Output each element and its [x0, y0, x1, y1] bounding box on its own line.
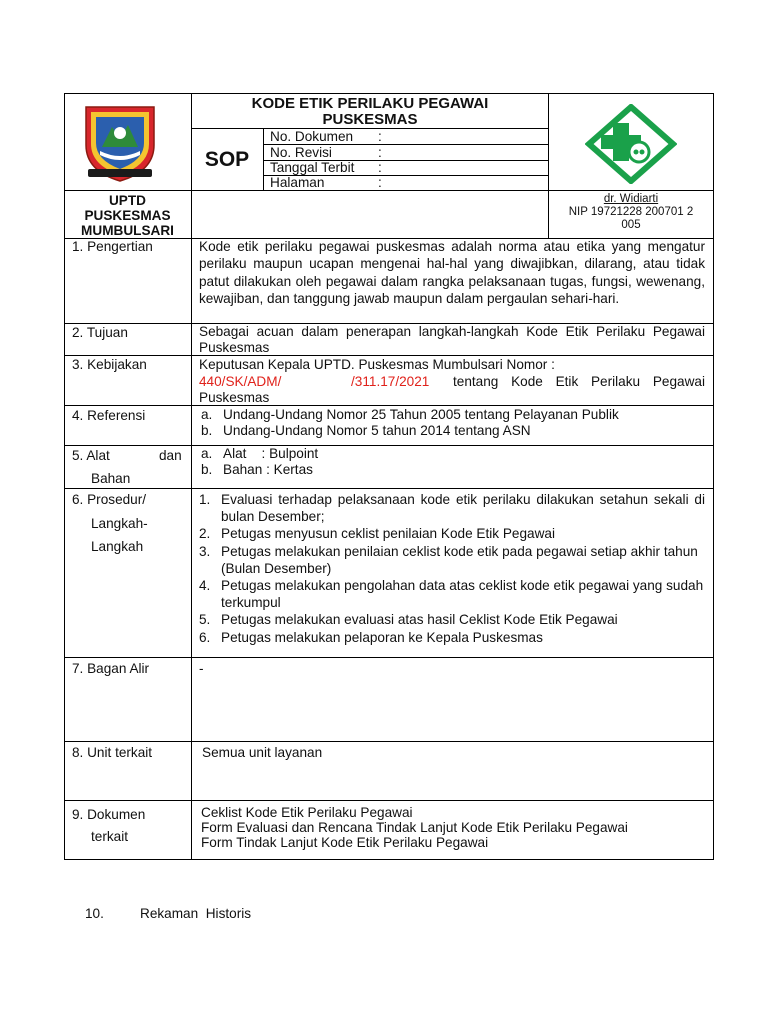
section-kebijakan-label: 3. Kebijakan	[72, 357, 147, 372]
footer-number: 10.	[85, 906, 104, 921]
list-marker: 3.	[199, 543, 211, 559]
referensi-list	[201, 407, 705, 439]
sop-label: SOP	[204, 148, 250, 171]
document-title-line2: PUSKESMAS	[322, 111, 418, 128]
section-alat-label-a: 5. Alat	[72, 448, 110, 463]
section-bagan-text: -	[199, 661, 204, 676]
org-line1: UPTD	[108, 193, 146, 208]
section-pengertian-text: Kode etik perilaku pegawai puskesmas adalah norma atau etika yang mengatur perilaku maupun ucapan mengenai hal-hal yang diwajibkan, dilarang, atau tidak patut dilakukan oleh pegawai dalam rangka pelaksanaan tugas, fungsi, wewenang, kewajiban, dan tanggung jawab maupun dalam pergaulan sehari-hari.	[199, 239, 705, 307]
list-item-text: Petugas melakukan penilaian ceklist kode etik pada pegawai setiap akhir tahun (Bulan Desember)	[221, 543, 698, 576]
section-prosedur-label-c: Langkah	[91, 539, 144, 554]
list-item	[201, 423, 705, 439]
list-marker: 1.	[199, 492, 211, 507]
field-tanggal-terbit-colon: :	[378, 160, 382, 175]
signatory-nip-line2: 005	[621, 219, 641, 231]
kebijakan-sk-number-b: /311.17/2021	[351, 374, 430, 389]
list-item	[199, 525, 705, 542]
list-item	[199, 577, 705, 611]
list-item-text: Undang-Undang Nomor 25 Tahun 2005 tentang Pelayanan Publik	[223, 407, 619, 422]
section-tujuan-text: Sebagai acuan dalam penerapan langkah-langkah Kode Etik Perilaku Pegawai Puskesmas	[199, 324, 705, 355]
section-bagan-label: 7. Bagan Alir	[72, 661, 150, 676]
section-prosedur-label-a: 6. Prosedur/	[72, 492, 147, 507]
list-item-text: Petugas melakukan pengolahan data atas ceklist kode etik pegawai yang sudah terkumpul	[221, 578, 704, 611]
section-unit-text: Semua unit layanan	[202, 745, 323, 760]
section-dokumen-label-b: terkait	[91, 829, 129, 844]
list-item-text: Petugas menyusun ceklist penilaian Kode Etik Pegawai	[221, 526, 556, 542]
list-marker: 6.	[199, 629, 211, 645]
section-alat-label-b: dan	[159, 448, 182, 463]
list-item-text: Alat : Bulpoint	[223, 446, 319, 461]
section-kebijakan-line2: tentang Kode Etik Perilaku Pegawai	[453, 374, 705, 389]
list-item-text: Petugas melakukan pelaporan ke Kepala Puskesmas	[221, 629, 543, 645]
org-line2: PUSKESMAS	[84, 208, 171, 223]
prosedur-list	[199, 491, 705, 646]
section-alat-label-c: Bahan	[91, 471, 131, 486]
alat-list	[201, 446, 705, 478]
section-prosedur-label-b: Langkah-	[91, 516, 148, 531]
list-item	[199, 543, 705, 577]
signatory-name: dr. Widiarti	[603, 193, 659, 205]
regency-crest-logo	[82, 103, 158, 183]
field-no-dokumen-label: No. Dokumen	[270, 129, 354, 144]
list-item	[199, 491, 705, 525]
dokumen-line: Form Evaluasi dan Rencana Tindak Lanjut Kode Etik Perilaku Pegawai	[201, 820, 628, 835]
list-marker: a.	[201, 407, 213, 422]
list-item-text: Undang-Undang Nomor 5 tahun 2014 tentang ASN	[223, 423, 531, 438]
list-marker: 2.	[199, 526, 211, 542]
list-marker: b.	[201, 462, 213, 477]
list-marker: b.	[201, 423, 213, 438]
list-item-text: Evaluasi terhadap pelaksanaan kode etik perilaku dilakukan setahun sekali di bulan Desember;	[221, 492, 705, 525]
list-marker: 4.	[199, 578, 211, 594]
section-tujuan-label: 2. Tujuan	[72, 325, 128, 340]
list-marker: 5.	[199, 612, 211, 628]
section-kebijakan-line1: Keputusan Kepala UPTD. Puskesmas Mumbulsari Nomor :	[199, 357, 555, 372]
footer-label: Rekaman Historis	[140, 906, 252, 921]
section-unit-label: 8. Unit terkait	[72, 745, 153, 760]
org-line3: MUMBULSARI	[81, 223, 174, 238]
list-marker: a.	[201, 446, 213, 461]
field-tanggal-terbit-label: Tanggal Terbit	[270, 160, 355, 175]
field-halaman-colon: :	[378, 175, 382, 190]
field-halaman-label: Halaman	[270, 175, 325, 190]
list-item	[199, 611, 705, 628]
field-no-revisi-label: No. Revisi	[270, 145, 332, 160]
document-title-line1: KODE ETIK PERILAKU PEGAWAI	[251, 95, 489, 112]
field-no-revisi-colon: :	[378, 145, 382, 160]
dokumen-line: Form Tindak Lanjut Kode Etik Perilaku Pegawai	[201, 835, 489, 850]
section-dokumen-label-a: 9. Dokumen	[72, 807, 146, 822]
puskesmas-logo	[585, 104, 677, 184]
list-item	[199, 629, 705, 646]
kebijakan-sk-number-a: 440/SK/ADM/	[199, 374, 282, 389]
dokumen-line: Ceklist Kode Etik Perilaku Pegawai	[201, 805, 413, 820]
section-kebijakan-line3: Puskesmas	[199, 390, 270, 405]
field-no-dokumen-colon: :	[378, 129, 382, 144]
section-referensi-label: 4. Referensi	[72, 408, 146, 423]
list-item	[201, 407, 705, 423]
signatory-nip-line1: NIP 19721228 200701 2	[568, 206, 694, 218]
section-pengertian-label: 1. Pengertian	[72, 239, 153, 254]
list-item	[201, 462, 705, 478]
list-item-text: Petugas melakukan evaluasi atas hasil Ceklist Kode Etik Pegawai	[221, 612, 618, 628]
list-item	[201, 446, 705, 462]
list-item-text: Bahan : Kertas	[223, 462, 313, 477]
